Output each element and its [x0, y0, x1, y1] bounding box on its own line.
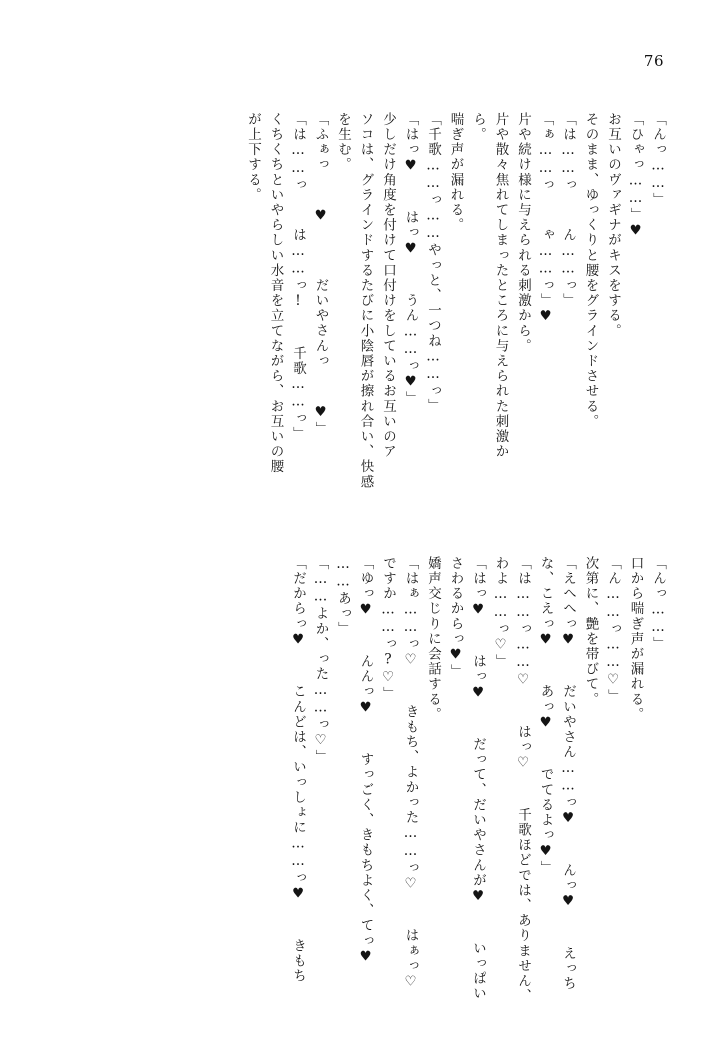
text-column: 片や続け様に与えられる刺激から。 — [515, 112, 531, 354]
text-column: 「はぁ……っ♡ きもち、よかった……っ♡ はぁっ♡ — [402, 556, 419, 992]
text-column: を生む。 — [335, 112, 351, 173]
text-column: 「ゆっ♥ んんっ♥ すっごく、きもちよく、てっ♥ — [357, 556, 374, 967]
text-column: ……あっ」 — [335, 556, 351, 637]
text-column: 「は……っ は……っ! 千歌……っ」 — [290, 112, 306, 442]
text-column: 「ぁ……っ ゃ……っ」♥ — [537, 112, 554, 326]
text-column: わよ……っ♡」 — [492, 556, 509, 670]
text-column: ら。 — [470, 112, 486, 143]
text-column: 「んっ……」 — [650, 556, 666, 652]
text-column: が上下する。 — [245, 112, 261, 203]
text-column: 「はっ♥ はっ♥ だって、だいやさんが♥ いっぱい — [470, 556, 486, 1002]
text-column: 片や散々焦れてしまったところに与えられた刺激か — [492, 112, 509, 460]
text-column: お互いのヴァギナがキスをする。 — [605, 112, 621, 339]
text-column: 口から喘ぎ声が漏れる。 — [627, 556, 644, 723]
text-column: 「だからっ♥ こんどは、いっしょに……っ♥ きもち — [290, 556, 306, 984]
text-column: 「……よか、った……っ♡」 — [312, 556, 329, 765]
text-block-lower — [282, 556, 666, 1004]
text-column: 嬌声交じりに会話する。 — [425, 556, 441, 723]
text-column: くちくちといやらしい水音を立てながら、お互いの腰 — [267, 112, 284, 475]
text-column: さわるからっ♥」 — [447, 556, 464, 680]
text-column: 「えへへっ♥ だいやさん……っ♥ んっ♥ えっち — [560, 556, 576, 992]
text-column: 「は……っ……♡ はっ♡ 千歌ほどでは、ありません、 — [515, 556, 531, 1004]
text-column: 「ひゃっ……」♥ — [627, 112, 644, 241]
text-block-upper — [237, 112, 665, 592]
text-column: 「んっ……」 — [650, 112, 666, 208]
text-column: ですか……っ?♡」 — [380, 556, 396, 702]
text-column: 「千歌……っ……やっと、一つね……っ」 — [425, 112, 441, 414]
text-column: な、こえっ♥ あっ♥ でてるよっ♥」 — [537, 556, 554, 876]
text-column: 「ん……っ……♡」 — [605, 556, 621, 705]
text-column: ソコは、グラインドするたびに小陰唇が擦れ合い、快感 — [357, 112, 374, 490]
text-column: 次第に、艶を帯びて。 — [582, 556, 599, 707]
text-column: 喘ぎ声が漏れる。 — [447, 112, 464, 233]
text-column: 「は……っ ん……っ」 — [560, 112, 576, 309]
text-column: そのまま、ゆっくりと腰をグラインドさせる。 — [582, 112, 599, 430]
page-number: 76 — [643, 52, 664, 70]
text-column: 「はっ♥ はっ♥ うん……っ♥」 — [402, 112, 419, 407]
text-column: 「ふぁっ ♥ だいやさんっ ♥」 — [312, 112, 329, 437]
text-column: 少しだけ角度を付けて口付けをしているお互いのア — [380, 112, 396, 460]
